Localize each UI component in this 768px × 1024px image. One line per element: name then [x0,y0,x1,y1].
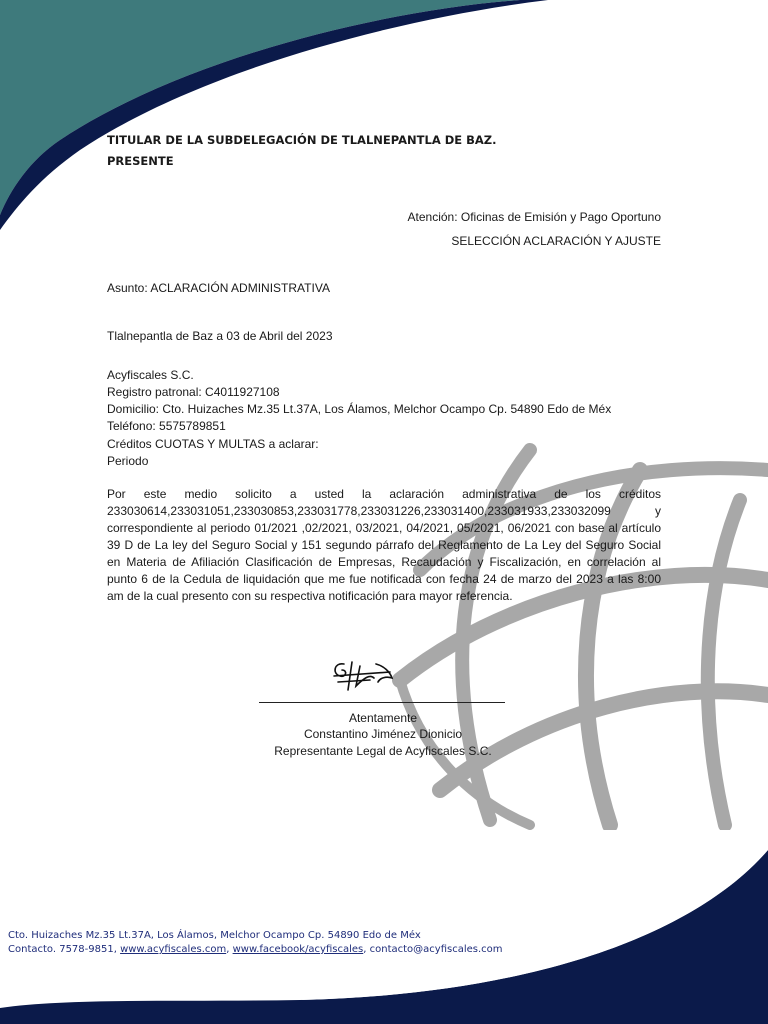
footer-decoration [0,830,768,1024]
footer-separator: , [226,944,233,955]
domicilio: Domicilio: Cto. Huizaches Mz.35 Lt.37A, Los Álamos, Melchor Ocampo Cp. 54890 Edo de Méx [107,402,612,416]
signer-name: Constantino Jiménez Dionicio [303,727,463,741]
signature-line [259,702,505,703]
header-decoration [0,0,768,240]
footer-contact-prefix: Contacto. 7578-9851, [8,944,121,955]
facebook-link[interactable]: www.facebook/acyfiscales [232,944,364,955]
creditos-line: Créditos CUOTAS Y MULTAS a aclarar: [107,437,319,451]
signer-title: Representante Legal de Acyfiscales S.C. [274,744,492,758]
company-name: Acyfiscales S.C. [107,368,194,382]
subject-line: Asunto: ACLARACIÓN ADMINISTRATIVA [107,281,330,295]
website-link[interactable]: www.acyfiscales.com [120,944,227,955]
footer-address: Cto. Huizaches Mz.35 Lt.37A, Los Álamos, Melchor Ocampo Cp. 54890 Edo de Méx [8,930,421,941]
attention-subline: SELECCIÓN ACLARACIÓN Y AJUSTE [451,234,661,248]
body-paragraph: Por este medio solicito a usted la aclaración administrativa de los créditos 233030614,233031051,233030853,233031778,233031226,233031400,233031933,233032099 y correspondiente al periodo 01/2021 ,02/2021, 03/2021, 04/2021, 05/2021, 06/2021 con base al artículo 39 D de La ley del Seguro Social y 151 segundo párrafo del Reglamento de La Ley del Seguro Social en Materia de Afiliación Clasificación de Empresas, Recaudación y Fiscalización, en correlación al punto 6 de la Cedula de liquidación que me fue notificada con fecha 24 de marzo del 2023 a las 8:00 am de la cual presento con su respectiva notificación para mayor referencia. [107,487,661,603]
footer-email: , contacto@acyfiscales.com [363,944,503,955]
presente-line: PRESENTE [107,154,174,168]
recipient-line: TITULAR DE LA SUBDELEGACIÓN DE TLALNEPANTLA DE BAZ. [107,133,497,147]
date-line: Tlalnepantla de Baz a 03 de Abril del 2023 [107,329,333,343]
periodo-line: Periodo [107,454,149,468]
attention-line: Atención: Oficinas de Emisión y Pago Oportuno [407,210,661,224]
closing-atentamente: Atentamente [348,711,418,725]
footer-contact [8,943,503,957]
registro-patronal: Registro patronal: C4011927108 [107,385,280,399]
telefono: Teléfono: 5575789851 [107,419,226,433]
signature-image [330,656,396,696]
